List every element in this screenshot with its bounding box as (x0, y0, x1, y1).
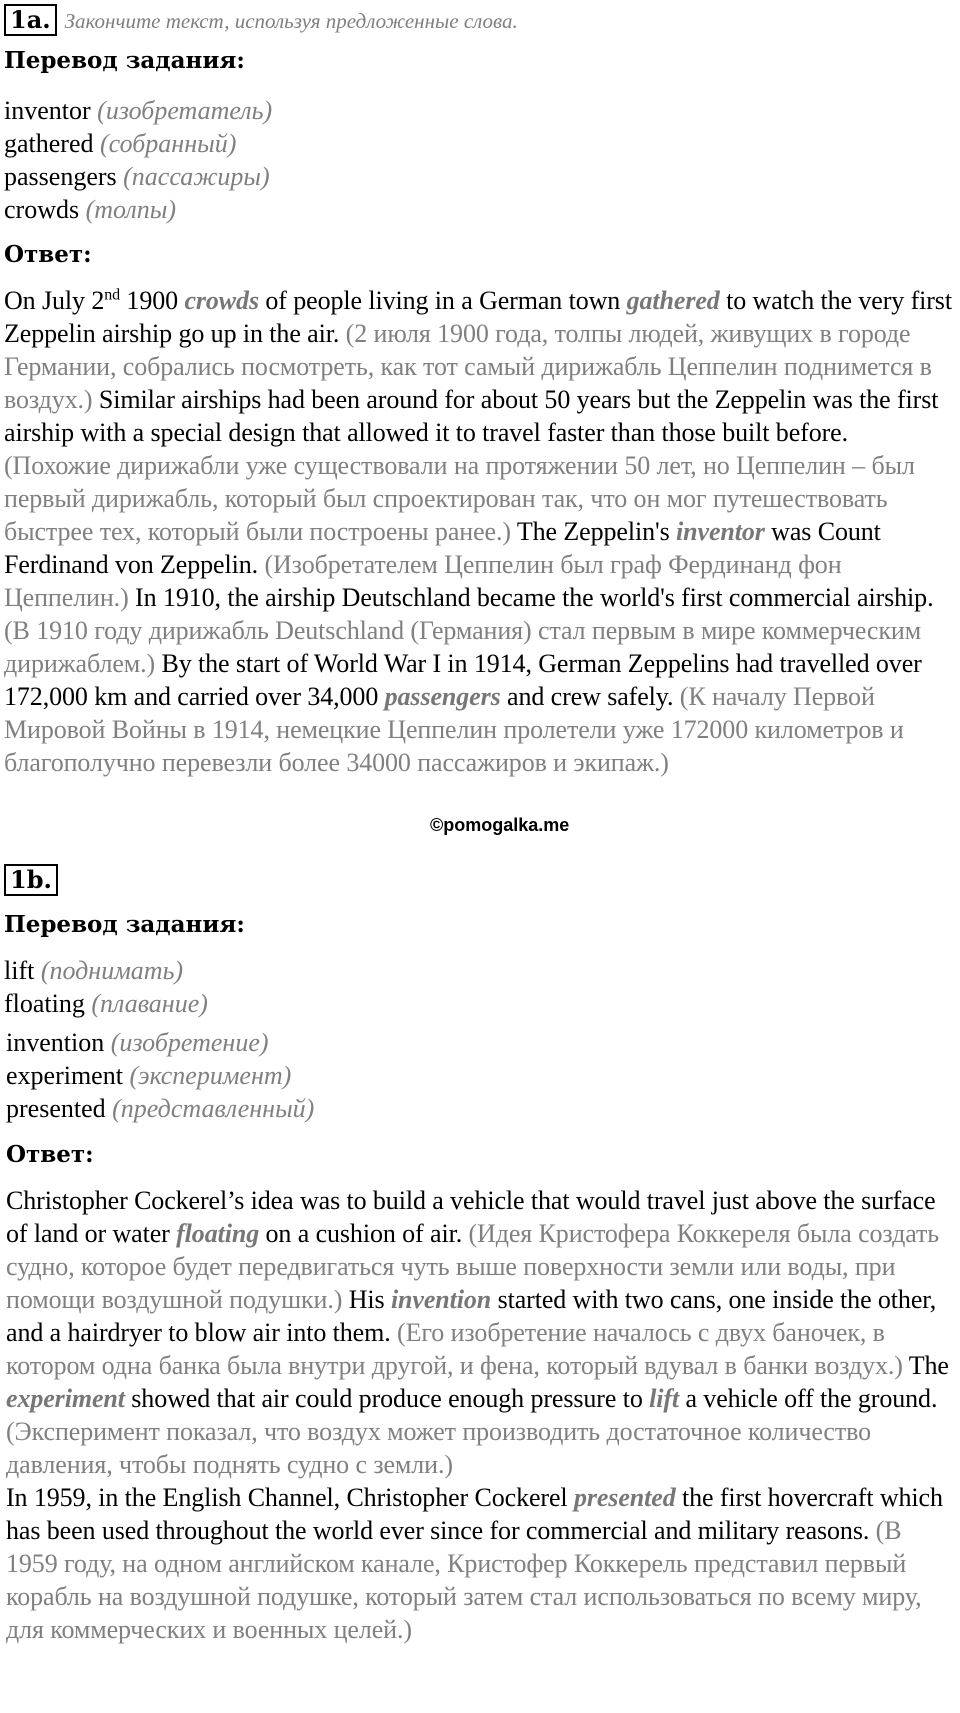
task-b-header (4, 864, 58, 896)
vocab-item: presented (представленный) (6, 1094, 315, 1123)
russian-translation: (В 1959 году, на одном английском канале, Кристофер Коккерель представил первый корабль на воздушной подушке, который затем стал использоваться по всему миру, для коммерческих и военных целей.) (6, 1516, 922, 1644)
keyword: invention (390, 1285, 492, 1314)
russian-translation: (Эксперимент показал, что воздух может производить достаточное количество давления, чтобы поднять судно с земли.) (6, 1417, 872, 1479)
task-a-number: 1a. (4, 4, 57, 36)
task-b-translation-label: Перевод задания: (4, 911, 245, 938)
task-a-translation-label: Перевод задания: (4, 47, 245, 74)
keyword: inventor (676, 517, 765, 546)
task-a-answer-text: On July 2nd 1900 crowds of people living in a German town gathered to watch the very first Zeppelin airship go up in the air. (2 июля 1900 года, толпы людей, живущих в городе Германии, собрались посмотреть, как тот самый дирижабль Цеппелин поднимется в воздух.) Similar airships had been around for about 50 years but the Zeppelin was the first airship with a special design that allowed it to travel faster than those built before. (Похожие дирижабли уже существовали на протяжении 50 лет, но Цеппелин – был первый дирижабль, который был спроектирован так, что он мог путешествовать быстрее тех, который были построены ранее.) The Zeppelin's inventor was Count Ferdinand von Zeppelin. (Изобретателем Цеппелин был граф Фердинанд фон Цеппелин.) In 1910, the airship Deutschland became the world's first commercial airship. (В 1910 году дирижабль Deutschland (Германия) стал первым в мире коммерческим дирижаблем.) By the start of World War I in 1914, German Zeppelins had travelled over 172,000 km and carried over 34,000 passengers and crew safely. (К началу Первой Мировой Войны в 1914, немецкие Цеппелин пролетели уже 172000 километров и благополучно перевезли более 34000 пассажиров и экипаж.) (4, 286, 952, 777)
keyword: presented (573, 1483, 676, 1512)
vocab-item: lift (поднимать) (4, 956, 184, 985)
task-b-number: 1b. (4, 864, 58, 896)
task-a-header (4, 4, 518, 36)
russian-translation: (Изобретателем Цеппелин был граф Фердинанд фон Цеппелин.) (4, 550, 842, 612)
russian-translation: (В 1910 году дирижабль Deutschland (Германия) стал первым в мире коммерческим дирижаблем.) (4, 616, 922, 678)
russian-translation: (К началу Первой Мировой Войны в 1914, немецкие Цеппелин пролетели уже 172000 километров и благополучно перевезли более 34000 пассажиров и экипаж.) (4, 682, 904, 777)
vocab-item: experiment (эксперимент) (6, 1061, 292, 1090)
task-b-answer-label: Ответ: (6, 1141, 94, 1168)
task-a-answer-label: Ответ: (4, 241, 92, 268)
vocab-item: floating (плавание) (4, 989, 208, 1018)
task-b-answer-text: Christopher Cockerel’s idea was to build a vehicle that would travel just above the surface of land or water floating on a cushion of air. (Идея Кристофера Коккереля была создать судно, которое будет передвигаться чуть выше поверхности земли или воды, при помощи воздушной подушки.) His invention started with two cans, one inside the other, and a hairdryer to blow air into them. (Его изобретение началось с двух баночек, в котором одна банка была внутри другой, и фена, который вдувал в банки воздух.) The experiment showed that air could produce enough pressure to lift a vehicle off the ground. (Эксперимент показал, что воздух может производить достаточное количество давления, чтобы поднять судно с земли.) In 1959, in the English Channel, Christopher Cockerel presented the first hovercraft which has been used throughout the world ever since for commercial and military reasons. (В 1959 году, на одном английском канале, Кристофер Коккерель представил первый корабль на воздушной подушке, который затем стал использоваться по всему миру, для коммерческих и военных целей.) (6, 1186, 949, 1644)
vocab-item: crowds (толпы) (4, 195, 176, 224)
task-a-vocab-list (4, 94, 272, 226)
task-b-vocab-list (4, 954, 314, 1125)
vocab-item: inventor (изобретатель) (4, 96, 273, 125)
russian-translation: (Идея Кристофера Коккереля была создать судно, которое будет передвигаться чуть выше поверхности земли или воды, при помощи воздушной подушки.) (6, 1219, 940, 1314)
vocab-item: gathered (собранный) (4, 129, 237, 158)
russian-translation: (Его изобретение началось с двух баночек, в котором одна банка была внутри другой, и фена, который вдувал в банки воздух.) (6, 1318, 903, 1380)
task-a-instruction: Закончите текст, используя предложенные слова. (64, 9, 518, 33)
keyword: crowds (184, 286, 259, 315)
russian-translation: (2 июля 1900 года, толпы людей, живущих в городе Германии, собрались посмотреть, как тот самый дирижабль Цеппелин поднимется в воздух.) (4, 319, 932, 414)
keyword: floating (176, 1219, 260, 1248)
keyword: experiment (6, 1384, 125, 1413)
keyword: gathered (626, 286, 720, 315)
watermark: ©pomogalka.me (430, 815, 570, 835)
russian-translation: (Похожие дирижабли уже существовали на протяжении 50 лет, но Цеппелин – был первый дирижабль, который был спроектирован так, что он мог путешествовать быстрее тех, который были построены ранее.) (4, 451, 915, 546)
keyword: lift (649, 1384, 680, 1413)
vocab-item: invention (изобретение) (6, 1028, 269, 1057)
vocab-item: passengers (пассажиры) (4, 162, 270, 191)
keyword: passengers (384, 682, 501, 711)
